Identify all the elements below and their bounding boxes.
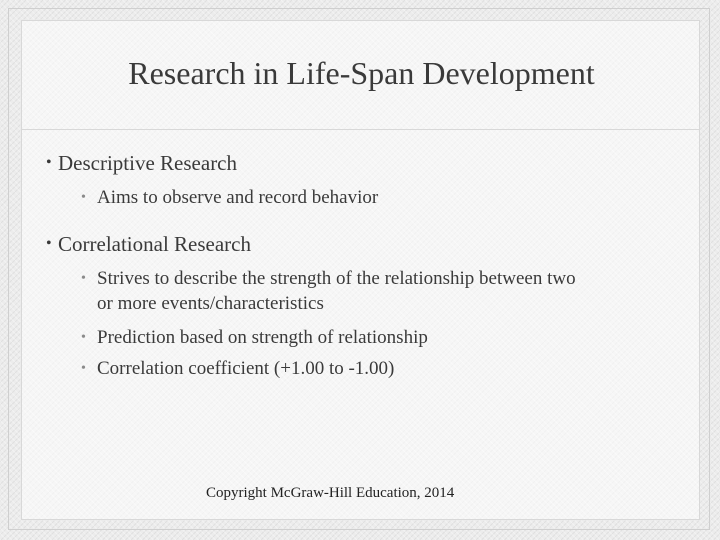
bullet-icon: •	[46, 154, 52, 171]
bullet-text: Correlational Research	[58, 232, 251, 256]
sub-bullet-prediction	[81, 325, 428, 350]
slide-title: Research in Life-Span Development	[128, 55, 595, 91]
sub-bullet-aims	[81, 185, 379, 210]
sub-bullet-icon: •	[81, 190, 86, 205]
bullet-descriptive-research	[46, 150, 238, 176]
sub-bullet-icon: •	[81, 330, 86, 345]
bullet-correlational-research	[46, 231, 251, 257]
title-box	[21, 20, 700, 130]
sub-bullet-text: Correlation coefficient (+1.00 to -1.00)	[97, 358, 395, 379]
sub-bullet-text: Aims to observe and record behavior	[97, 187, 379, 208]
sub-bullet-text: Strives to describe the strength of the relationship between two	[97, 268, 576, 289]
copyright-footer: Copyright McGraw-Hill Education, 2014	[206, 485, 455, 501]
sub-bullet-icon: •	[81, 361, 86, 376]
sub-bullet-correlation-coefficient	[81, 356, 395, 381]
sub-bullet-strives-continued	[97, 291, 324, 316]
sub-bullet-text: Prediction based on strength of relationship	[97, 327, 428, 348]
sub-bullet-icon: •	[81, 271, 86, 286]
bullet-icon: •	[46, 235, 52, 252]
sub-bullet-text: or more events/characteristics	[97, 293, 324, 314]
sub-bullet-strives	[81, 266, 576, 291]
bullet-text: Descriptive Research	[58, 151, 238, 175]
